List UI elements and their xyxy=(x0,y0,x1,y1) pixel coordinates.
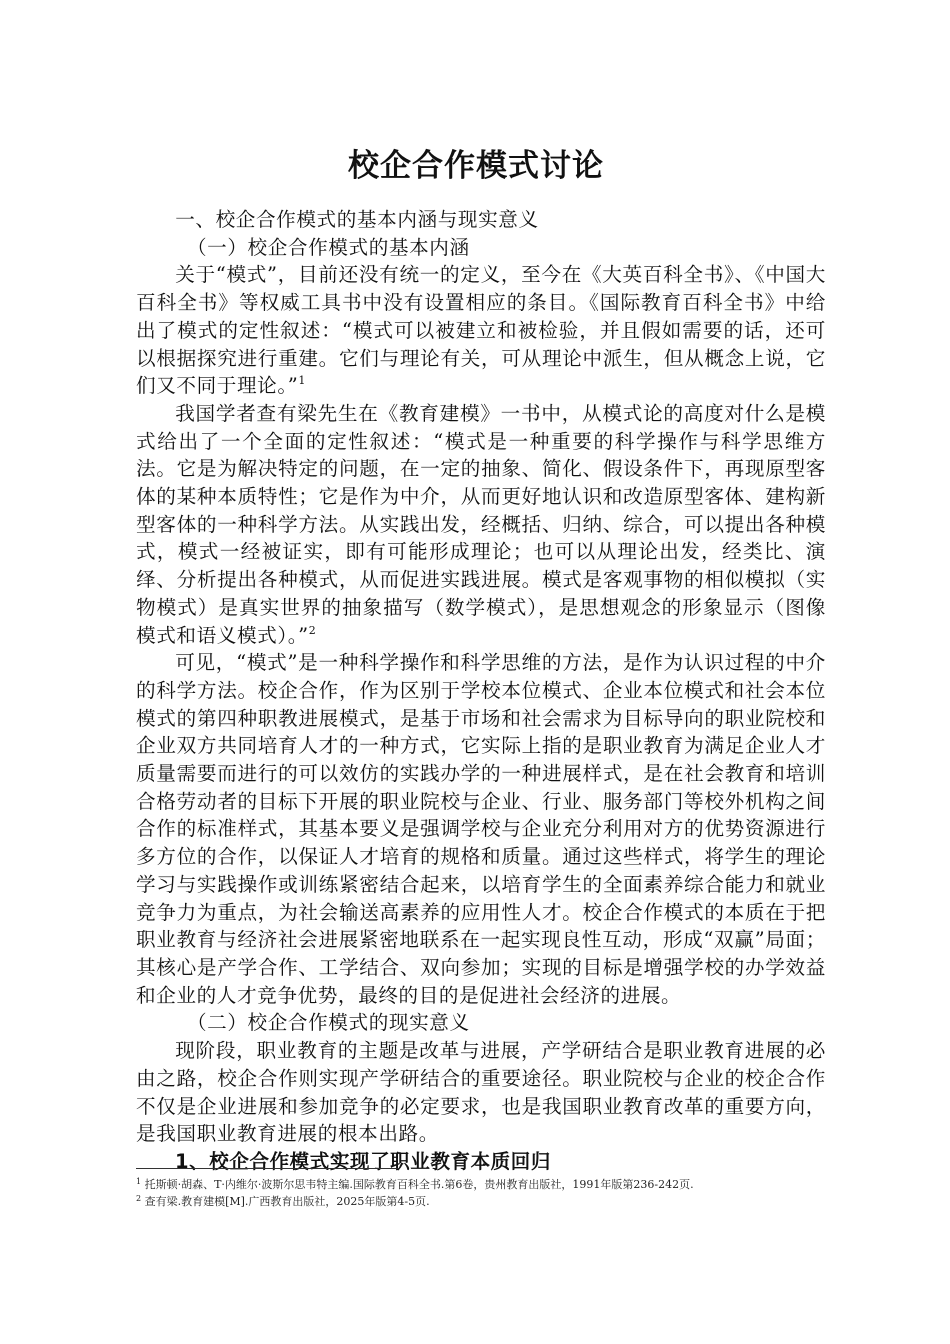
document-body xyxy=(136,206,826,1176)
page-title: 校企合作模式讨论 xyxy=(348,148,604,184)
paragraph-2-text: 我国学者查有梁先生在《教育建模》一书中，从模式论的高度对什么是模式给出了一个全面的定性叙述：“模式是一种重要的科学操作与科学思维方法。它是为解决特定的问题，在一定的抽象、简化、假设条件下，再现原型客体的某种本质特性；它是作为中介，从而更好地认识和改造原型客体、建构新型客体的一种科学方法。从实践出发，经概括、归纳、综合，可以提出各种模式，模式一经被证实，即有可能形成理论；也可以从理论出发，经类比、演绎、分析提出各种模式，从而促进实践进展。模式是客观事物的相似模拟（实物模式）是真实世界的抽象描写（数学模式），是思想观念的形象显示（图像模式和语义模式）。” xyxy=(136,401,826,647)
paragraph-2 xyxy=(136,400,826,649)
section-heading-1: 一、校企合作模式的基本内涵与现实意义 xyxy=(175,208,539,231)
section-heading-2: 1、校企合作模式实现了职业教育本质回归 xyxy=(175,1149,551,1173)
paragraph-1 xyxy=(136,261,826,400)
footnote-ref-1[interactable]: 1 xyxy=(298,374,306,388)
subsection-heading-1: （一）校企合作模式的基本内涵 xyxy=(186,235,470,259)
footnote-2-text: 查有梁.教育建模[M].广西教育出版社，2025年版第4-5页. xyxy=(144,1195,430,1208)
footnote-2 xyxy=(136,1193,836,1210)
footnote-2-number: 2 xyxy=(136,1194,142,1203)
paragraph-1-text: 关于“模式”，目前还没有统一的定义，至今在《大英百科全书》、《中国大百科全书》等权威工具书中没有设置相应的条目。《国际教育百科全书》中给出了模式的定性叙述：“模式可以被建立和被检验，并且假如需要的话，还可以根据探究进行重建。它们与理论有关，可从理论中派生，但从概念上说，它们又不同于理论。” xyxy=(136,263,826,398)
paragraph-4: 现阶段，职业教育的主题是改革与进展，产学研结合是职业教育进展的必由之路，校企合作则实现产学研结合的重要途径。职业院校与企业的校企合作不仅是企业进展和参加竞争的必定要求，也是我国职业教育改革的重要方向，是我国职业教育进展的根本出路。 xyxy=(136,1039,826,1146)
footnote-ref-2[interactable]: 2 xyxy=(308,623,316,637)
paragraph-3: 可见，“模式”是一种科学操作和科学思维的方法，是作为认识过程的中介的科学方法。校企合作，作为区别于学校本位模式、企业本位模式和社会本位模式的第四种职教进展模式，是基于市场和社会需求为目标导向的职业院校和企业双方共同培育人才的一种方式，它实际上指的是职业教育为满足企业人才质量需要而进行的可以效仿的实践办学的一种进展样式，是在社会教育和培训合格劳动者的目标下开展的职业院校与企业、行业、服务部门等校外机构之间合作的标准样式，其基本要义是强调学校与企业充分利用对方的优势资源进行多方位的合作，以保证人才培育的规格和质量。通过这些样式，将学生的理论学习与实践操作或训练紧密结合起来，以培育学生的全面素养综合能力和就业竞争力为重点，为社会输送高素养的应用性人才。校企合作模式的本质在于把职业教育与经济社会进展紧密地联系在一起实现良性互动，形成“双赢”局面；其核心是产学合作、工学结合、双向参加；实现的目标是增强学校的办学效益和企业的人才竞争优势，最终的目的是促进社会经济的进展。 xyxy=(136,651,826,1007)
footnotes xyxy=(136,1176,836,1210)
footnote-1-number: 1 xyxy=(136,1177,142,1186)
footnote-1 xyxy=(136,1176,836,1193)
footnote-1-text: 托斯顿·胡森、T·内维尔·波斯尔思韦特主编.国际教育百科全书.第6卷，贵州教育出版社，1991年版第236-242页. xyxy=(144,1178,694,1191)
footnote-divider xyxy=(136,1168,400,1169)
subsection-heading-2: （二）校企合作模式的现实意义 xyxy=(186,1011,470,1035)
